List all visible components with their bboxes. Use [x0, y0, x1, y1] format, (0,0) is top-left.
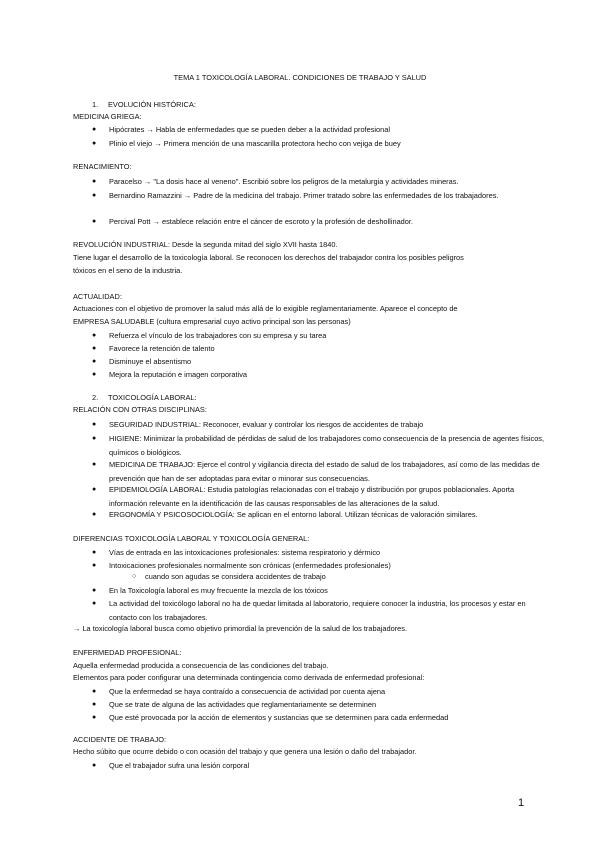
bullet-icon: ●: [92, 371, 97, 378]
bullet-icon: ●: [92, 345, 97, 352]
list-item: HIGIENE: Minimizar la probabilidad de pérdidas de salud de los trabajadores como consecuencia de la presencia de agentes físicos, químicos o biológicos.: [109, 434, 545, 457]
subheading: ACCIDENTE DE TRABAJO:: [73, 735, 167, 744]
section-heading: EVOLUCIÓN HISTÓRICA:: [108, 100, 196, 109]
list-item: Plinio el viejo → Primera mención de una mascarilla protectora hecho con vejiga de buey: [109, 139, 401, 148]
list-item: Paracelso → "La dosis hace al veneno". Escribió sobre los peligros de la metalurgia y actividades mineras.: [109, 177, 459, 186]
list-item: Que el trabajador sufra una lesión corporal: [109, 761, 250, 770]
list-item: Vías de entrada en las intoxicaciones profesionales: sistema respiratorio y dérmico: [109, 548, 381, 557]
bullet-icon: ●: [92, 701, 97, 708]
bullet-icon: ●: [92, 688, 97, 695]
bullet-icon: ●: [92, 218, 97, 225]
paragraph-line: Tiene lugar el desarrollo de la toxicología laboral. Se reconocen los derechos del trabajador contra los posibles peligros: [73, 253, 464, 262]
list-item: La actividad del toxicólogo laboral no ha de quedar limitada al laboratorio, requiere conocer la industria, los procesos y estar en contacto con los trabajadores.: [109, 599, 526, 622]
bullet-icon: ●: [92, 178, 97, 185]
bullet-icon: ●: [92, 587, 97, 594]
list-item: ERGONOMÍA Y PSICOSOCIOLOGÍA: Se aplican en el entorno laboral. Utilizan técnicas de valoración similares.: [109, 510, 478, 519]
list-item: Mejora la reputación e imagen corporativa: [109, 370, 248, 379]
document-title: TEMA 1 TOXICOLOGÍA LABORAL. CONDICIONES DE TRABAJO Y SALUD: [173, 73, 427, 82]
list-item: SEGURIDAD INDUSTRIAL: Reconocer, evaluar y controlar los riesgos de accidentes de trabajo: [109, 420, 424, 429]
list-item: Hipócrates → Habla de enfermedades que se pueden deber a la actividad profesional: [109, 125, 391, 134]
paragraph-line: Actuaciones con el objetivo de promover la salud más allá de lo exigible reglamentariamente. Aparece el concepto de: [73, 304, 458, 313]
paragraph-line: Elementos para poder configurar una determinada contingencia como derivada de enfermedad profesional:: [73, 673, 425, 682]
bullet-icon: ●: [92, 486, 97, 493]
sub-bullet-icon: ○: [132, 573, 137, 580]
subheading: ENFERMEDAD PROFESIONAL:: [73, 648, 182, 657]
bullet-icon: ●: [92, 358, 97, 365]
list-item: Que la enfermedad se haya contraído a consecuencia de actividad por cuenta ajena: [109, 687, 386, 696]
bullet-icon: ●: [92, 714, 97, 721]
list-item: Intoxicaciones profesionales normalmente son crónicas (enfermedades profesionales): [109, 561, 391, 570]
section-number: 1.: [92, 100, 99, 109]
subheading: DIFERENCIAS TOXICOLOGÍA LABORAL Y TOXICOLOGÍA GENERAL:: [73, 534, 310, 543]
list-item: Bernardino Ramazzini → Padre de la medicina del trabajo. Primer tratado sobre las enfermedades de los trabajadores.: [109, 191, 499, 200]
paragraph-line: REVOLUCIÓN INDUSTRIAL: Desde la segunda mitad del siglo XVII hasta 1840.: [73, 240, 338, 249]
paragraph-line: Hecho súbito que ocurre debido o con ocasión del trabajo y que genera una lesión o daño del trabajador.: [73, 747, 417, 756]
bullet-icon: ●: [92, 332, 97, 339]
list-item: EPIDEMIOLOGÍA LABORAL: Estudia patologías relacionadas con el trabajo y distribución por grupos poblacionales. Aporta información relevante en la identificación de las causas responsables de las alteraciones de la salud.: [109, 485, 515, 508]
bullet-icon: ●: [92, 762, 97, 769]
bullet-icon: ●: [92, 562, 97, 569]
paragraph-line: EMPRESA SALUDABLE (cultura empresarial cuyo activo principal son las personas): [73, 317, 351, 326]
list-item: Que se trate de alguna de las actividades que reglamentariamente se determinen: [109, 700, 377, 709]
paragraph-line: → La toxicología laboral busca como objetivo primordial la prevención de la salud de los trabajadores.: [73, 624, 408, 633]
list-item: Refuerza el vínculo de los trabajadores con su empresa y su tarea: [109, 331, 327, 340]
list-item: Percival Pott → establece relación entre el cáncer de escroto y la profesión de deshollinador.: [109, 217, 414, 226]
paragraph-line: tóxicos en el seno de la industria.: [73, 266, 183, 275]
paragraph-line: Aquella enfermedad producida a consecuencia de las condiciones del trabajo.: [73, 661, 329, 670]
subheading: MEDICINA GRIEGA:: [73, 112, 142, 121]
bullet-icon: ●: [92, 435, 97, 442]
section-number: 2.: [92, 393, 99, 402]
list-item: En la Toxicología laboral es muy frecuente la mezcla de los tóxicos: [109, 586, 328, 595]
section-heading: TOXICOLOGÍA LABORAL:: [108, 393, 197, 402]
page-number: 1: [518, 797, 525, 809]
bullet-icon: ●: [92, 421, 97, 428]
bullet-icon: ●: [92, 126, 97, 133]
list-item: Disminuye el absentismo: [109, 357, 192, 366]
list-item: MEDICINA DE TRABAJO: Ejerce el control y vigilancia directa del estado de salud de los trabajadores, así como de las medidas de prevención que han de ser adoptadas para evitar o minorar sus consecuencias.: [109, 460, 540, 483]
bullet-icon: ●: [92, 140, 97, 147]
bullet-icon: ●: [92, 600, 97, 607]
list-item: Favorece la retención de talento: [109, 344, 215, 353]
subheading: ACTUALIDAD:: [73, 292, 122, 301]
bullet-icon: ●: [92, 549, 97, 556]
list-item: Que esté provocada por la acción de elementos y sustancias que se determinen para cada enfermedad: [109, 713, 449, 722]
bullet-icon: ●: [92, 511, 97, 518]
sub-list-item: cuando son agudas se considera accidentes de trabajo: [145, 572, 326, 581]
bullet-icon: ●: [92, 461, 97, 468]
subheading: RENACIMIENTO:: [73, 162, 132, 171]
bullet-icon: ●: [92, 192, 97, 199]
subheading: RELACIÓN CON OTRAS DISCIPLINAS:: [73, 405, 207, 414]
